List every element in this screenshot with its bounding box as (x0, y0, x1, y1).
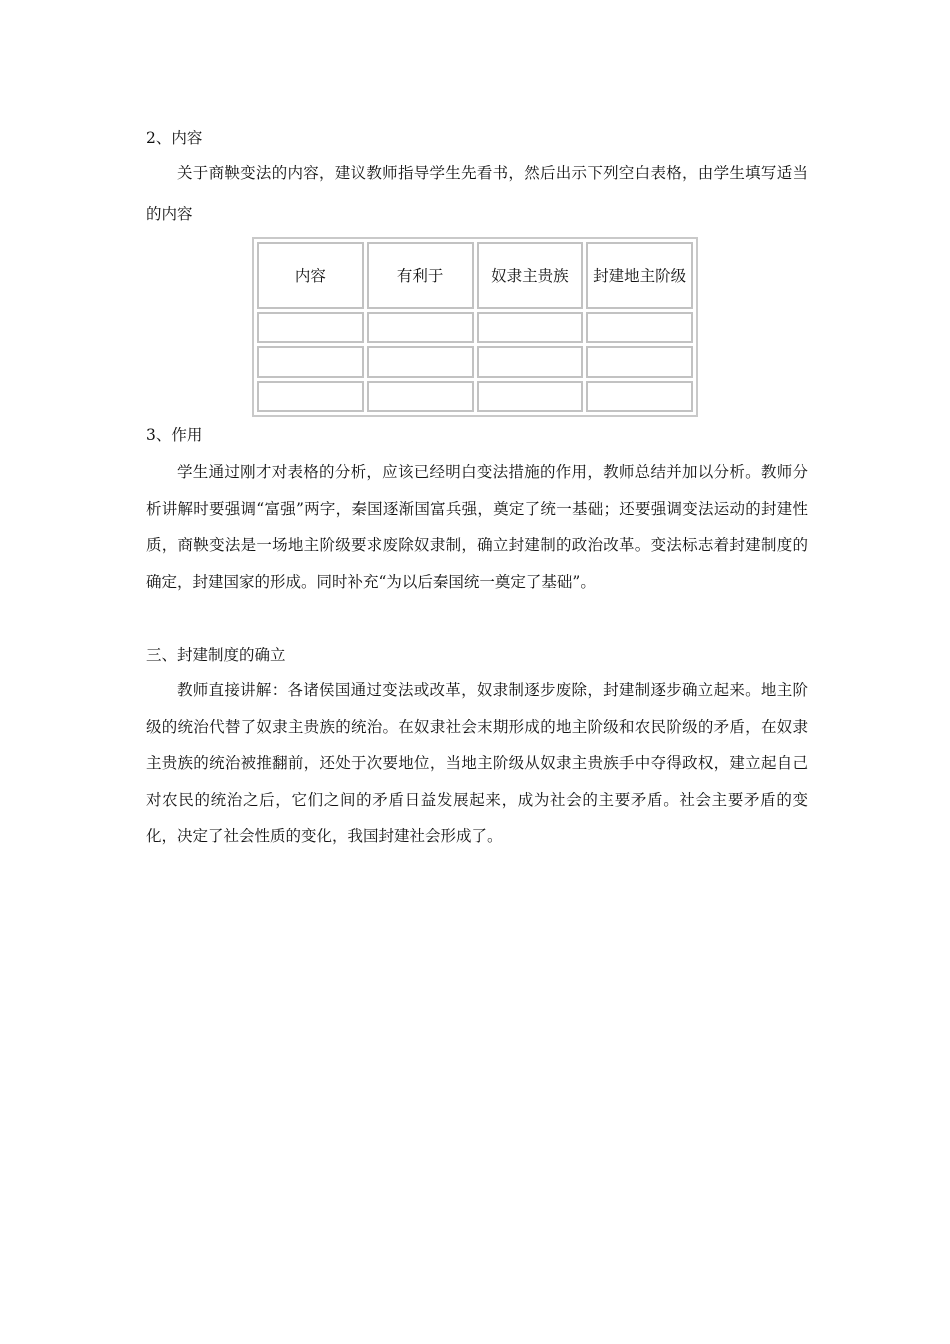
blank-fill-table (252, 237, 698, 417)
table-row (257, 346, 693, 377)
table-header-cell: 奴隶主贵族 (477, 242, 584, 309)
table-row (257, 312, 693, 343)
table-header-cell: 有利于 (367, 242, 474, 309)
table-cell (586, 381, 693, 412)
table-cell (257, 346, 364, 377)
content-paragraph: 关于商鞅变法的内容，建议教师指导学生先看书，然后出示下列空白表格，由学生填写适当的内容 (146, 164, 808, 223)
section-heading-effect: 3、作用 (146, 426, 203, 444)
table-cell (477, 381, 584, 412)
table-cell (367, 381, 474, 412)
table-cell (477, 346, 584, 377)
table-cell (586, 312, 693, 343)
section-heading-content: 2、内容 (146, 129, 203, 147)
table-cell (477, 312, 584, 343)
feudal-system-paragraph: 教师直接讲解：各诸侯国通过变法或改革，奴隶制逐步废除，封建制逐步确立起来。地主阶级的统治代替了奴隶主贵族的统治。在奴隶社会末期形成的地主阶级和农民阶级的矛盾，在奴隶主贵族的统治被推翻前，还处于次要地位，当地主阶级从奴隶主贵族手中夺得政权，建立起自己对农民的统治之后，它们之间的矛盾日益发展起来，成为社会的主要矛盾。社会主要矛盾的变化，决定了社会性质的变化，我国封建社会形成了。 (146, 681, 808, 845)
table-cell (257, 312, 364, 343)
table-cell (257, 381, 364, 412)
table-cell (367, 346, 474, 377)
table-cell (367, 312, 474, 343)
table-header-cell: 封建地主阶级 (586, 242, 693, 309)
table-header-cell: 内容 (257, 242, 364, 309)
section-heading-feudal-system: 三、封建制度的确立 (146, 646, 286, 664)
table-header-row (257, 242, 693, 309)
table-row (257, 381, 693, 412)
table-cell (586, 346, 693, 377)
effect-paragraph: 学生通过刚才对表格的分析，应该已经明白变法措施的作用，教师总结并加以分析。教师分析讲解时要强调“富强”两字，秦国逐渐国富兵强，奠定了统一基础；还要强调变法运动的封建性质，商鞅变法是一场地主阶级要求废除奴隶制，确立封建制的政治改革。变法标志着封建制度的确定，封建国家的形成。同时补充“为以后秦国统一奠定了基础”。 (146, 463, 808, 591)
